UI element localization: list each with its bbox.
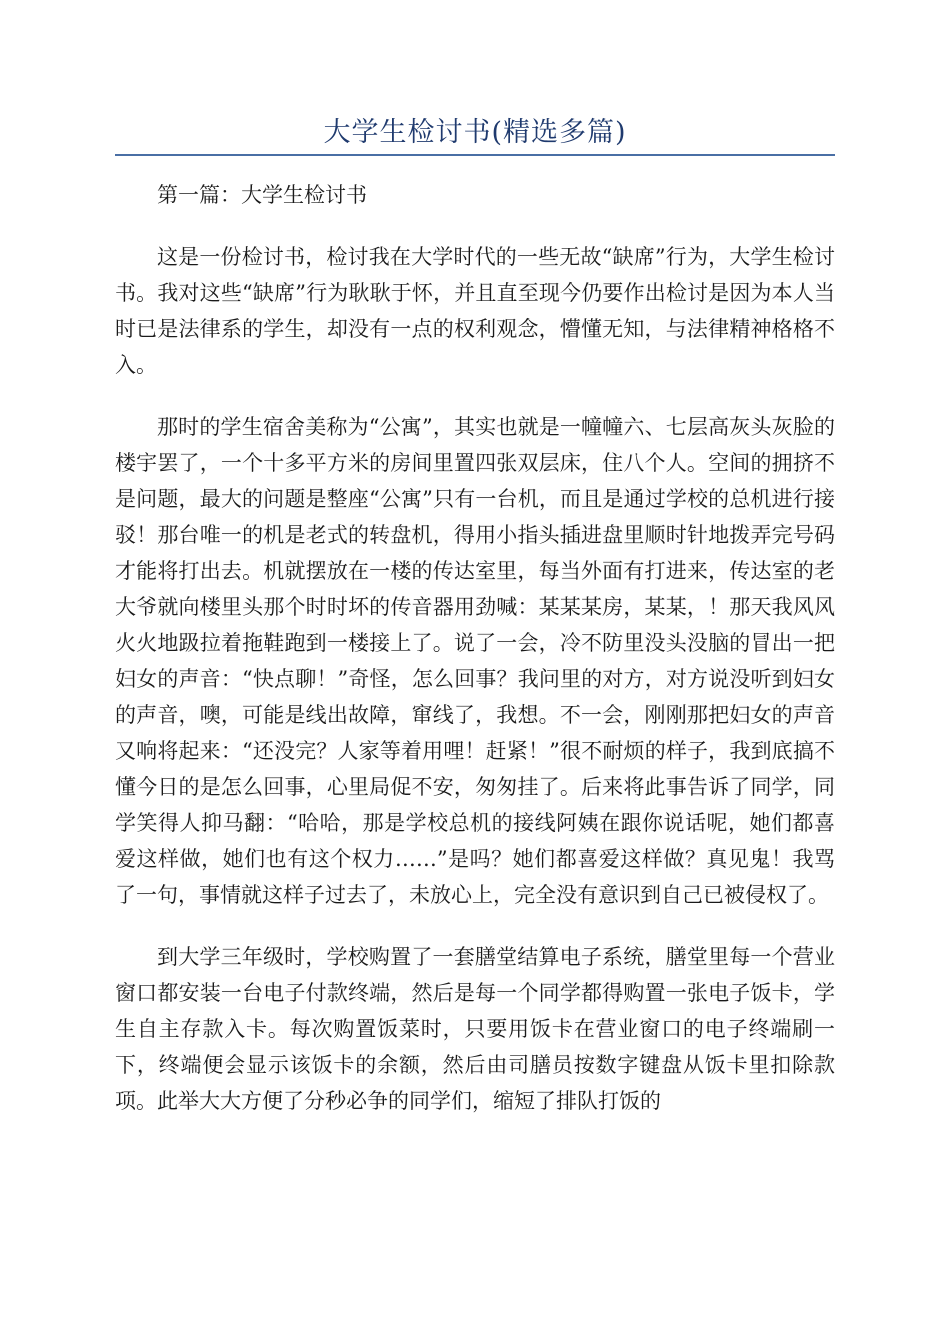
document-title: 大学生检讨书(精选多篇) <box>323 117 627 148</box>
paragraph: 那时的学生宿舍美称为“公寓”，其实也就是一幢幢六、七层高灰头灰脸的楼宇罢了，一个十多平方米的房间里置四张双层床，住八个人。空间的拥挤不是问题，最大的问题是整座“公寓”只有一台机，而且是通过学校的总机进行接驳！那台唯一的机是老式的转盘机，得用小指头插进盘里顺时针地拨弄完号码才能将打出去。机就摆放在一楼的传达室里，每当外面有打进来，传达室的老大爷就向楼里头那个时时坏的传音器用劲喊：某某某房，某某，！那天我风风火火地趿拉着拖鞋跑到一楼接上了。说了一会，冷不防里没头没脑的冒出一把妇女的声音：“快点聊！”奇怪，怎么回事？我问里的对方，对方说没听到妇女的声音，噢，可能是线出故障，窜线了，我想。不一会，刚刚那把妇女的声音又响将起来：“还没完？人家等着用哩！赶紧！”很不耐烦的样子，我到底搞不懂今日的是怎么回事，心里局促不安，匆匆挂了。后来将此事告诉了同学，同学笑得人抑马翻：“哈哈，那是学校总机的接线阿姨在跟你说话呢，她们都喜爱这样做，她们也有这个权力……”是吗？她们都喜爱这样做？真见鬼！我骂了一句，事情就这样子过去了，未放心上，完全没有意识到自己已被侵权了。 <box>115 415 835 907</box>
document-body <box>115 177 835 1145</box>
title-underline <box>115 154 835 156</box>
paragraph: 这是一份检讨书，检讨我在大学时代的一些无故“缺席”行为，大学生检讨书。我对这些“缺席”行为耿耿于怀，并且直至现今仍要作出检讨是因为本人当时已是法律系的学生，却没有一点的权利观念，懵懂无知，与法律精神格格不入。 <box>115 245 835 377</box>
paragraph: 到大学三年级时，学校购置了一套膳堂结算电子系统，膳堂里每一个营业窗口都安装一台电子付款终端，然后是每一个同学都得购置一张电子饭卡，学生自主存款入卡。每次购置饭菜时，只要用饭卡在营业窗口的电子终端刷一下，终端便会显示该饭卡的余额，然后由司膳员按数字键盘从饭卡里扣除款项。此举大大方便了分秒必争的同学们，缩短了排队打饭的 <box>115 945 835 1113</box>
section-heading: 第一篇：大学生检讨书 <box>157 183 367 207</box>
